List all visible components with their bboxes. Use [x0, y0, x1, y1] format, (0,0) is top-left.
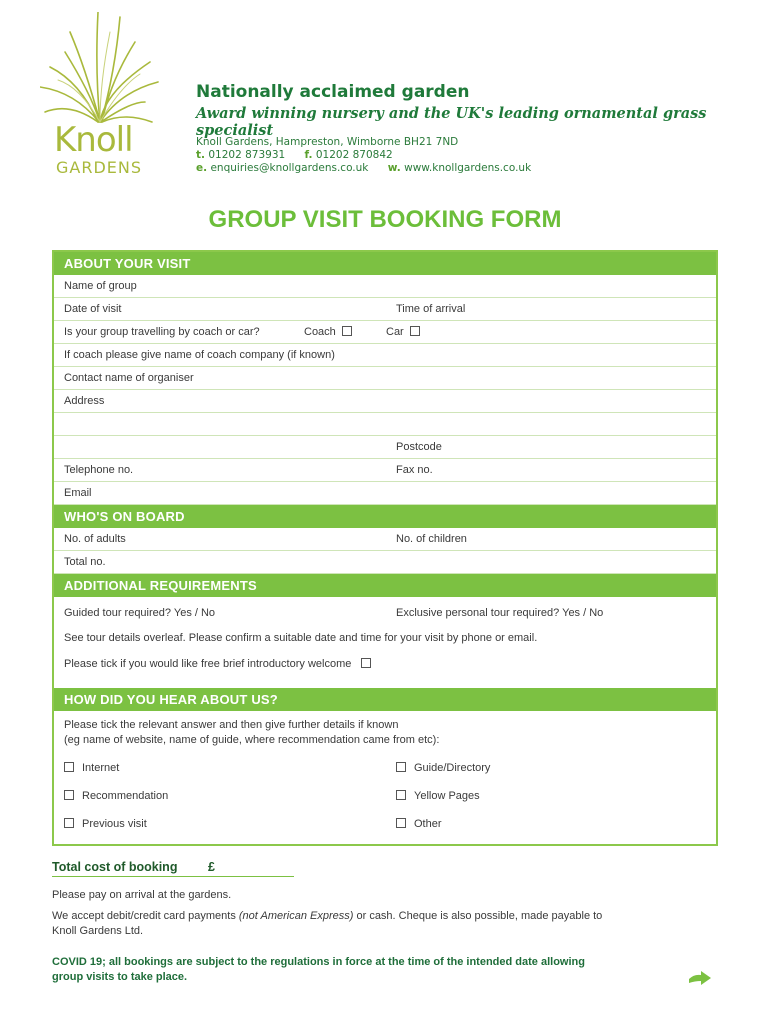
car-option[interactable] — [386, 321, 420, 344]
time-of-arrival-label: Time of arrival — [396, 303, 466, 315]
recommendation-label: Recommendation — [82, 790, 169, 802]
header-phone-line — [196, 149, 393, 161]
accept-part-1: We accept debit/credit card payments — [52, 910, 239, 922]
coach-checkbox[interactable] — [342, 326, 352, 336]
next-page-arrow-icon[interactable] — [688, 970, 712, 986]
row-email[interactable] — [54, 482, 716, 505]
web-key: w. — [387, 162, 401, 174]
section-additional-heading: ADDITIONAL REQUIREMENTS — [54, 574, 716, 597]
total-label: Total no. — [64, 556, 106, 568]
pay-on-arrival-text: Please pay on arrival at the gardens. — [52, 889, 232, 901]
option-internet[interactable] — [64, 762, 119, 774]
welcome-checkbox[interactable] — [361, 658, 371, 668]
covid-line-1: COVID 19; all bookings are subject to the regulations in force at the time of the intended date allowing — [52, 956, 585, 968]
form-title: GROUP VISIT BOOKING FORM — [208, 206, 562, 233]
hear-intro-2: (eg name of website, name of guide, where recommendation came from etc): — [64, 734, 440, 746]
accept-italic: (not American Express) — [238, 910, 354, 922]
car-label: Car — [386, 326, 404, 338]
address-label: Address — [64, 395, 105, 407]
logo-gardens-text: GARDENS — [56, 158, 143, 177]
accept-part-2: or cash. Cheque is also possible, made payable to — [353, 910, 603, 922]
name-of-group-label: Name of group — [64, 280, 137, 292]
car-checkbox[interactable] — [410, 326, 420, 336]
header-web-link[interactable]: www.knollgardens.co.uk — [404, 162, 532, 174]
logo-knoll-text: Knoll — [54, 120, 133, 160]
row-address[interactable] — [54, 390, 716, 413]
contact-name-label: Contact name of organiser — [64, 372, 194, 384]
section-about-heading: ABOUT YOUR VISIT — [54, 252, 716, 275]
row-phone-fax — [54, 459, 716, 482]
coach-label: Coach — [304, 326, 336, 338]
section-whos-on-board-heading: WHO'S ON BOARD — [54, 505, 716, 528]
row-travel — [54, 321, 716, 344]
previous-visit-label: Previous visit — [82, 818, 147, 830]
welcome-option[interactable] — [64, 658, 371, 670]
pound-symbol: £ — [208, 860, 215, 874]
postcode-label: Postcode — [396, 441, 442, 453]
fax-number: 01202 870842 — [315, 149, 393, 161]
tel-number: 01202 873931 — [208, 149, 286, 161]
adults-label: No. of adults — [64, 533, 126, 545]
option-recommendation[interactable] — [64, 790, 168, 802]
total-cost-label: Total cost of booking — [52, 860, 178, 874]
row-name-of-group[interactable] — [54, 275, 716, 298]
guided-tour-question[interactable]: Guided tour required? Yes / No — [64, 607, 216, 619]
fax-label: Fax no. — [396, 464, 433, 476]
internet-label: Internet — [82, 762, 120, 774]
additional-block — [54, 597, 716, 688]
covid-notice — [52, 955, 672, 985]
email-key: e. — [196, 162, 208, 174]
welcome-label: Please tick if you would like free brief introductory welcome — [64, 658, 352, 670]
row-contact-name[interactable] — [54, 367, 716, 390]
header-address: Knoll Gardens, Hampreston, Wimborne BH21 7ND — [196, 136, 459, 148]
row-coach-company[interactable] — [54, 344, 716, 367]
guide-directory-label: Guide/Directory — [414, 762, 491, 774]
row-adults-children — [54, 528, 716, 551]
guide-directory-checkbox[interactable] — [396, 762, 406, 772]
accept-part-3: Knoll Gardens Ltd. — [52, 925, 144, 937]
internet-checkbox[interactable] — [64, 762, 74, 772]
telephone-label: Telephone no. — [64, 464, 134, 476]
option-other[interactable] — [396, 818, 442, 830]
previous-visit-checkbox[interactable] — [64, 818, 74, 828]
date-of-visit-label: Date of visit — [64, 303, 122, 315]
option-previous-visit[interactable] — [64, 818, 147, 830]
exclusive-tour-question[interactable]: Exclusive personal tour required? Yes / No — [396, 607, 604, 619]
tel-key: t. — [196, 149, 206, 161]
other-label: Other — [414, 818, 442, 830]
row-address-2[interactable] — [54, 413, 716, 436]
total-cost-field[interactable] — [52, 860, 294, 877]
yellow-pages-checkbox[interactable] — [396, 790, 406, 800]
section-hear-heading: HOW DID YOU HEAR ABOUT US? — [54, 688, 716, 711]
header-title: Nationally acclaimed garden — [196, 82, 470, 102]
option-yellow-pages[interactable] — [396, 790, 480, 802]
payment-methods-text — [52, 909, 602, 939]
travelling-label: Is your group travelling by coach or car? — [64, 326, 260, 338]
fax-key: f. — [304, 149, 313, 161]
children-label: No. of children — [396, 533, 467, 545]
row-date-time — [54, 298, 716, 321]
header-tagline: Award winning nursery and the UK's leading ornamental grass specialist — [196, 105, 707, 139]
option-guide-directory[interactable] — [396, 762, 490, 774]
other-checkbox[interactable] — [396, 818, 406, 828]
hear-block — [54, 711, 716, 844]
booking-form — [52, 250, 718, 846]
header-contact-line — [196, 162, 531, 174]
row-postcode — [54, 436, 716, 459]
hear-intro-1: Please tick the relevant answer and then give further details if known — [64, 719, 399, 731]
email-label: Email — [64, 487, 92, 499]
yellow-pages-label: Yellow Pages — [414, 790, 480, 802]
covid-line-2: group visits to take place. — [52, 971, 188, 983]
row-total[interactable] — [54, 551, 716, 574]
see-details-text: See tour details overleaf. Please confirm a suitable date and time for your visit by phone or email. — [64, 632, 538, 644]
header-email-link[interactable]: enquiries@knollgardens.co.uk — [210, 162, 369, 174]
coach-option[interactable] — [304, 321, 352, 344]
coach-company-label: If coach please give name of coach company (if known) — [64, 349, 335, 361]
knoll-gardens-logo — [40, 12, 160, 182]
recommendation-checkbox[interactable] — [64, 790, 74, 800]
